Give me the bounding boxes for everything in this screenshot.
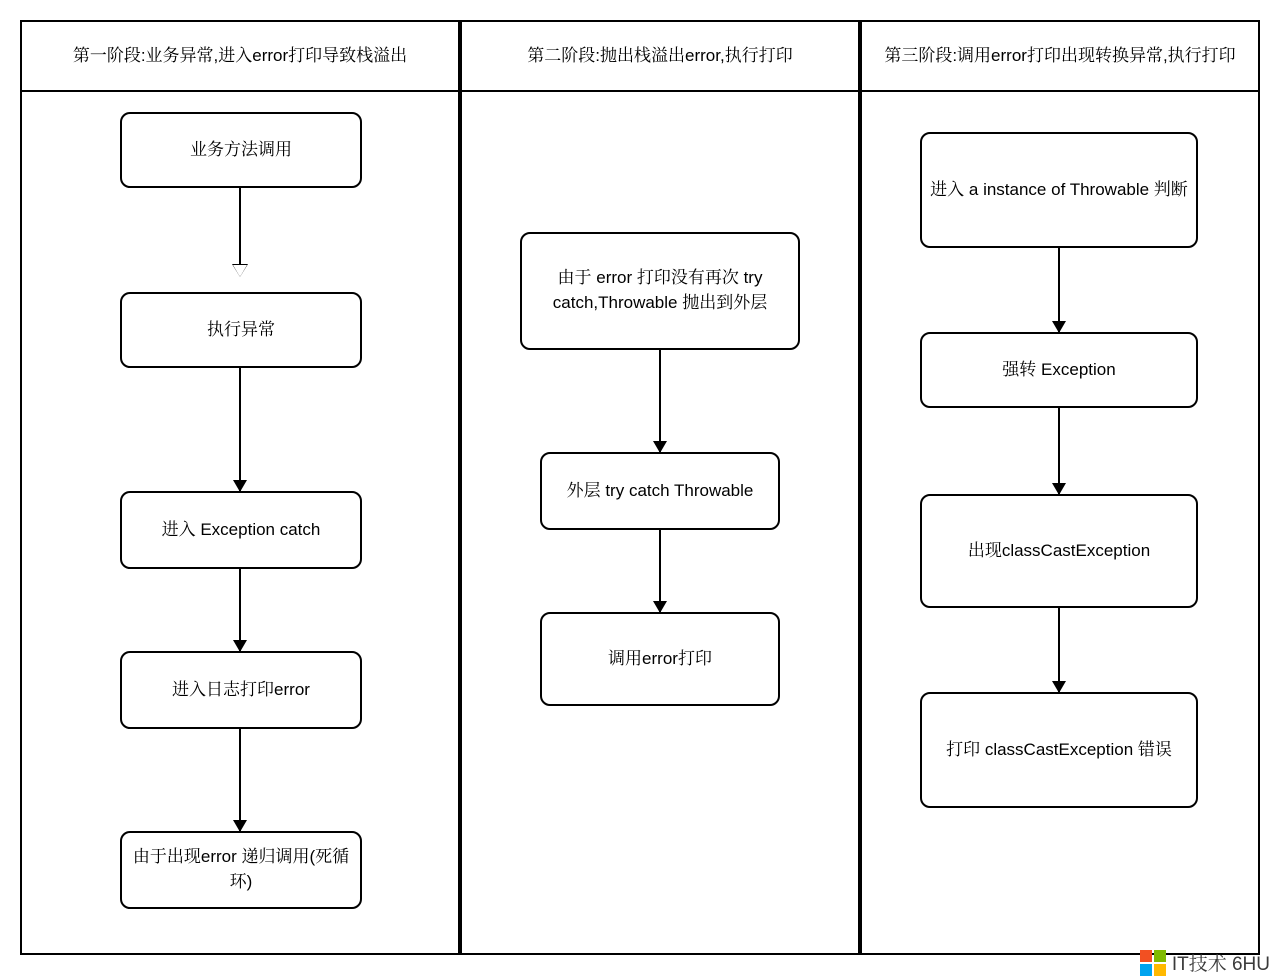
- node-classcastexception-occurs: 出现classCastException: [920, 494, 1198, 608]
- lane-title-phase-3: 第三阶段:调用error打印出现转换异常,执行打印: [862, 22, 1258, 92]
- lane-title-phase-2: 第二阶段:抛出栈溢出error,执行打印: [462, 22, 858, 92]
- arrow-2-2: [659, 530, 661, 612]
- arrow-3-2: [1058, 408, 1060, 494]
- windows-logo-icon: [1140, 950, 1166, 976]
- node-instanceof-throwable-check: 进入 a instance of Throwable 判断: [920, 132, 1198, 248]
- node-call-error-print: 调用error打印: [540, 612, 780, 706]
- arrow-1-3: [239, 569, 241, 651]
- arrow-3-1: [1058, 248, 1060, 332]
- node-cast-exception: 强转 Exception: [920, 332, 1198, 408]
- node-enter-exception-catch: 进入 Exception catch: [120, 491, 362, 569]
- watermark-text: IT技术 6HU: [1171, 954, 1270, 975]
- watermark: [1140, 949, 1270, 976]
- node-enter-log-print-error: 进入日志打印error: [120, 651, 362, 729]
- node-print-classcastexception-error: 打印 classCastException 错误: [920, 692, 1198, 808]
- node-business-method-call: 业务方法调用: [120, 112, 362, 188]
- arrow-1-2: [239, 368, 241, 491]
- node-outer-try-catch-throwable: 外层 try catch Throwable: [540, 452, 780, 530]
- arrow-1-1: [239, 188, 241, 276]
- node-throwable-thrown-outward: 由于 error 打印没有再次 try catch,Throwable 抛出到外层: [520, 232, 800, 350]
- arrow-1-4: [239, 729, 241, 831]
- arrow-2-1: [659, 350, 661, 452]
- node-execute-exception: 执行异常: [120, 292, 362, 368]
- arrow-3-3: [1058, 608, 1060, 692]
- lane-title-phase-1: 第一阶段:业务异常,进入error打印导致栈溢出: [22, 22, 458, 92]
- node-error-recursive-loop: 由于出现error 递归调用(死循环): [120, 831, 362, 909]
